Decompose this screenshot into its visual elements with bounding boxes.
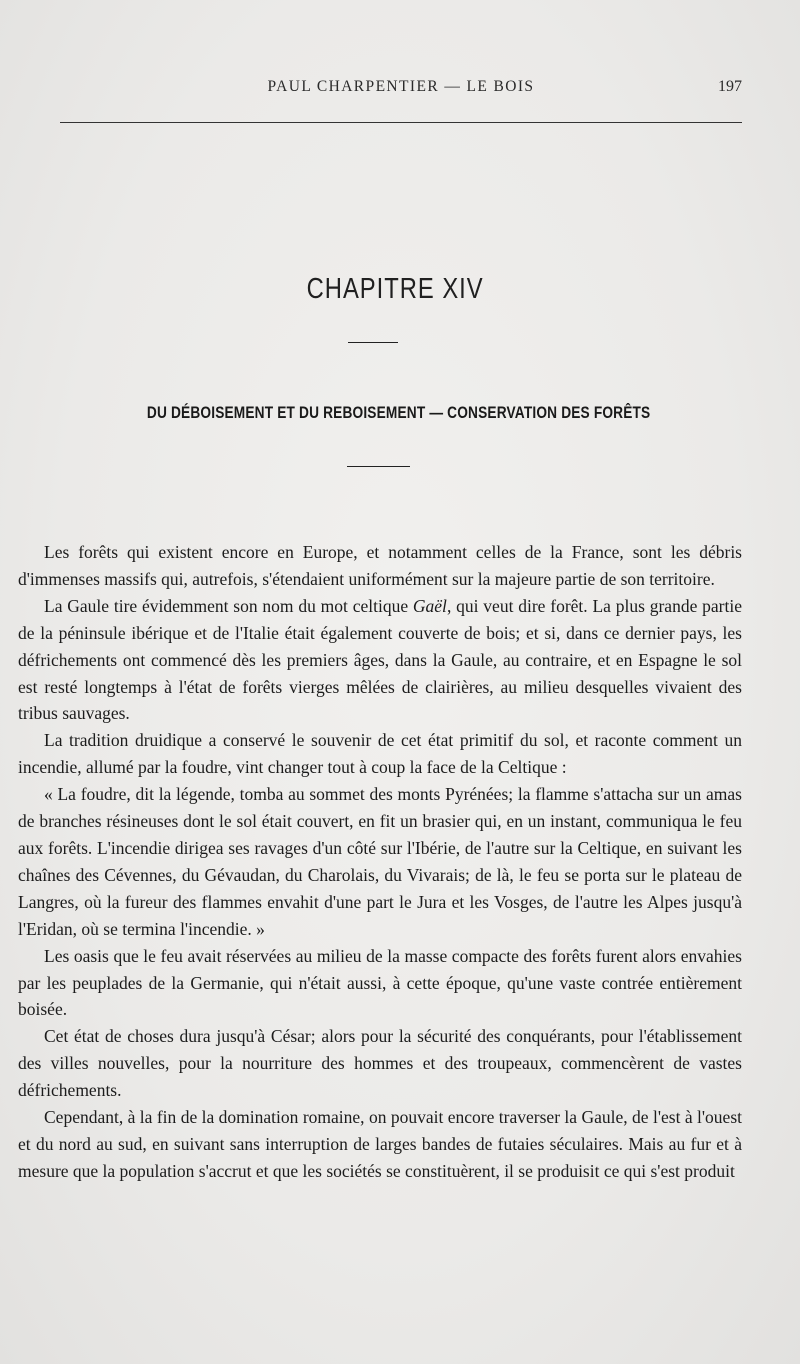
chapter-rule-top	[348, 342, 398, 343]
body-text	[18, 539, 742, 1185]
paragraph-2-end: , qui veut dire forêt. La plus grande partie de la péninsule ibérique et de l'Italie était également couverte de bois; et si, dans ce dernier pays, les défrichements ont commencé dès les premiers âges, dans la Gaule, au contraire, et en Espagne le sol est resté longtemps à l'état de forêts vierges mêlées de clairières, au milieu desquelles vivaient des tribus sauvages.	[18, 595, 742, 724]
paragraph-4-quote: « La foudre, dit la légende, tomba au sommet des monts Pyrénées; la flamme s'attacha sur un amas de branches résineuses dont le sol était couvert, en fit un brasier qui, en un instant, communiqua le feu aux forêts. L'incendie dirigea ses ravages d'un côté sur l'Ibérie, de l'autre sur la Celtique, en suivant les chaînes des Cévennes, du Gévaudan, du Charolais, du Vivarais; de là, le feu se porta sur le plateau de Langres, où la fureur des flammes envahit d'une part le Jura et les Vosges, de l'autre les Alpes jusqu'à l'Eridan, où se termina l'incendie. »	[18, 784, 742, 939]
chapter-title: CHAPITRE XIV	[306, 273, 484, 305]
paragraph-1: Les forêts qui existent encore en Europe, et notamment celles de la France, sont les débris d'immenses massifs qui, autrefois, s'étendaient uniformément sur la majeure partie de son territoire.	[18, 542, 742, 589]
paragraph-5: Les oasis que le feu avait réservées au milieu de la masse compacte des forêts furent alors envahies par les peuplades de la Germanie, qui n'était aussi, à cette époque, qu'une vaste contrée entièrement boisée.	[18, 945, 742, 1020]
paragraph-2	[18, 593, 742, 728]
running-head	[60, 78, 742, 102]
page-number: 197	[718, 78, 742, 95]
paragraph-2-start: La Gaule tire évidemment son nom du mot celtique	[44, 595, 413, 616]
running-head-title: PAUL CHARPENTIER — LE BOIS	[267, 78, 535, 95]
paragraph-6: Cet état de choses dura jusqu'à César; alors pour la sécurité des conquérants, pour l'établissement des villes nouvelles, pour la nourriture des hommes et des troupeaux, commencèrent de vastes défrichements.	[18, 1026, 742, 1101]
chapter-rule-bottom	[347, 466, 410, 467]
paragraph-3: La tradition druidique a conservé le souvenir de cet état primitif du sol, et raconte comment un incendie, allumé par la foudre, vint changer tout à coup la face de la Celtique :	[18, 730, 742, 778]
section-title: DU DÉBOISEMENT ET DU REBOISEMENT — CONSERVATION DES FORÊTS	[146, 404, 651, 422]
italic-word: Gaël	[412, 595, 447, 616]
header-rule	[60, 122, 742, 123]
paragraph-7: Cependant, à la fin de la domination romaine, on pouvait encore traverser la Gaule, de l'est à l'ouest et du nord au sud, en suivant sans interruption de larges bandes de futaies séculaires. Mais au fur et à mesure que la population s'accrut et que les sociétés se constituèrent, il se produisit ce qui s'est produit	[18, 1107, 742, 1181]
